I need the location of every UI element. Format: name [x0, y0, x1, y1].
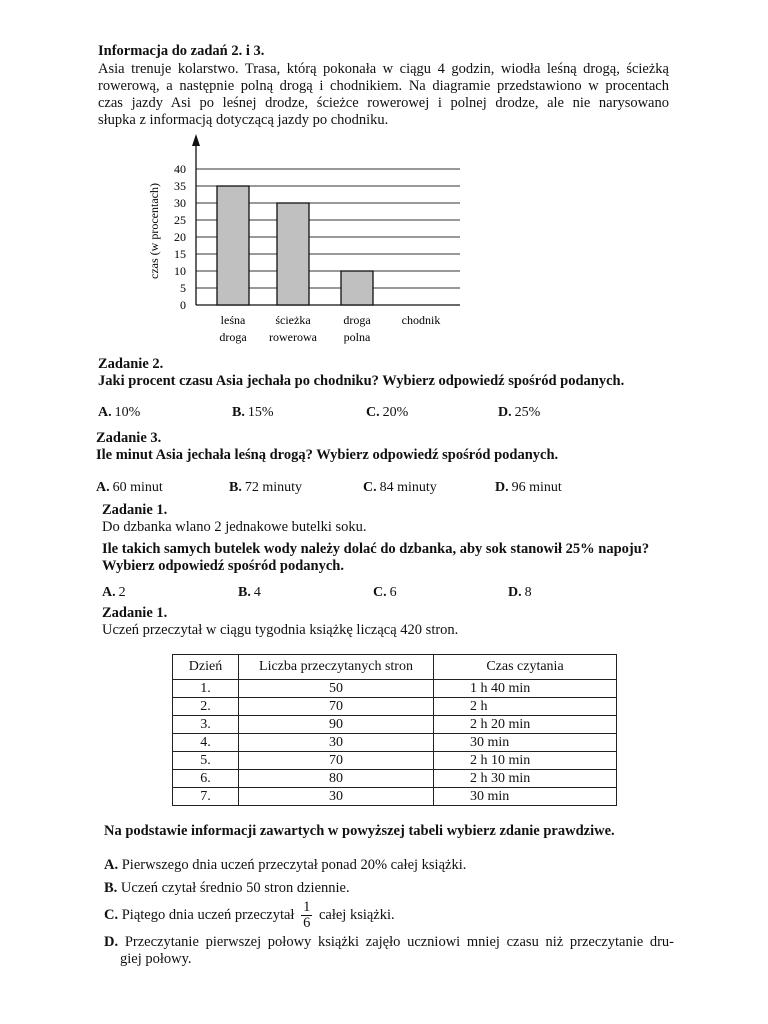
- answer-letter: A.: [102, 585, 116, 600]
- day-cell: 4.: [173, 734, 239, 752]
- y-tick-label: 0: [180, 298, 186, 312]
- answer-text-line2: giej połowy.: [120, 951, 192, 967]
- task1b-answer-c[interactable]: [104, 900, 395, 931]
- answer-letter: B.: [104, 880, 118, 896]
- pages-cell: 30: [239, 734, 434, 752]
- answer-letter: B.: [238, 585, 251, 600]
- table-header-row: [173, 655, 617, 680]
- task1a-answer-d[interactable]: [508, 584, 532, 601]
- task1a-text: Do dzbanka wlano 2 jednakowe butelki soku.: [102, 519, 367, 535]
- x-category-label: leśna: [220, 313, 246, 327]
- pages-cell: 80: [239, 770, 434, 788]
- time-cell: 2 h 20 min: [434, 716, 617, 734]
- day-cell: 7.: [173, 788, 239, 806]
- answer-text: 6: [389, 585, 397, 600]
- answer-letter: C.: [363, 480, 377, 495]
- day-cell: 2.: [173, 698, 239, 716]
- bar: [217, 186, 249, 305]
- task2-answer-b[interactable]: [232, 404, 274, 421]
- answer-text: 8: [524, 585, 532, 600]
- task3-title: Zadanie 3.: [96, 430, 162, 446]
- time-cell: 30 min: [434, 788, 617, 806]
- answer-letter: D.: [508, 585, 522, 600]
- day-cell: 1.: [173, 680, 239, 698]
- pages-cell: 90: [239, 716, 434, 734]
- task2-answer-c[interactable]: [366, 404, 408, 421]
- y-tick-label: 10: [174, 264, 186, 278]
- fraction: [301, 900, 312, 931]
- task1b-answer-d[interactable]: [104, 934, 674, 968]
- bar: [341, 271, 373, 305]
- table-header: Dzień: [173, 655, 239, 680]
- answer-text: 15%: [247, 405, 274, 420]
- answer-letter: B.: [229, 480, 242, 495]
- task3-answer-c[interactable]: [363, 479, 437, 496]
- x-category-label: chodnik: [401, 313, 441, 327]
- y-tick-label: 25: [174, 213, 186, 227]
- answer-text: 25%: [514, 405, 541, 420]
- task1b-answer-a[interactable]: [104, 857, 466, 874]
- answer-text: Uczeń czytał średnio 50 stron dziennie.: [120, 880, 350, 896]
- table-row: [173, 734, 617, 752]
- table-row: [173, 788, 617, 806]
- x-category-label: ścieżka: [275, 313, 311, 327]
- answer-letter: C.: [373, 585, 387, 600]
- task1a-question-2: Wybierz odpowiedź spośród podanych.: [102, 558, 344, 574]
- task2-title: Zadanie 2.: [98, 356, 164, 372]
- y-tick-label: 5: [180, 281, 186, 295]
- table-row: [173, 770, 617, 788]
- y-tick-label: 35: [174, 179, 186, 193]
- table-row: [173, 680, 617, 698]
- day-cell: 3.: [173, 716, 239, 734]
- table-row: [173, 716, 617, 734]
- task3-answer-a[interactable]: [96, 479, 163, 496]
- answer-text: Piątego dnia uczeń przeczytał: [121, 906, 295, 923]
- intro-line-3: czas jazdy Asi po leśnej drodze, ścieżce rowerowej i polnej drodze, ale nie narysowano: [98, 95, 669, 111]
- answer-text-end: całej książki.: [318, 906, 395, 923]
- y-tick-label: 40: [174, 162, 186, 176]
- table-header: Czas czytania: [434, 655, 617, 680]
- task1a-answer-a[interactable]: [102, 584, 126, 601]
- pages-cell: 70: [239, 698, 434, 716]
- task2-answer-a[interactable]: [98, 404, 140, 421]
- time-cell: 30 min: [434, 734, 617, 752]
- x-category-label: rowerowa: [269, 330, 317, 344]
- answer-letter: A.: [104, 857, 119, 873]
- answer-text: 10%: [114, 405, 141, 420]
- task1b-answer-b[interactable]: [104, 880, 350, 897]
- answer-text: Pierwszego dnia uczeń przeczytał ponad 20% całej książki.: [121, 857, 467, 873]
- answer-text: 72 minuty: [244, 480, 303, 495]
- table-header: Liczba przeczytanych stron: [239, 655, 434, 680]
- intro-line-2: rowerową, a następnie polną drogą i chodnikiem. Na diagramie przedstawiono w procentach: [98, 78, 669, 94]
- y-axis-label: czas (w procentach): [147, 183, 161, 279]
- pages-cell: 30: [239, 788, 434, 806]
- bar: [277, 203, 309, 305]
- table-row: [173, 698, 617, 716]
- answer-text: 96 minut: [511, 480, 562, 495]
- day-cell: 6.: [173, 770, 239, 788]
- time-cell: 1 h 40 min: [434, 680, 617, 698]
- x-category-label: droga: [343, 313, 371, 327]
- task1b-question: Na podstawie informacji zawartych w powyższej tabeli wybierz zdanie prawdziwe.: [104, 823, 615, 839]
- answer-text: 4: [253, 585, 261, 600]
- task3-answer-d[interactable]: [495, 479, 562, 496]
- task1a-answer-b[interactable]: [238, 584, 261, 601]
- answer-text: 20%: [382, 405, 409, 420]
- pages-cell: 70: [239, 752, 434, 770]
- answer-text: 60 minut: [112, 480, 163, 495]
- fraction-numerator: 1: [303, 899, 311, 915]
- x-category-label: polna: [343, 330, 371, 344]
- answer-text: 84 minuty: [379, 480, 437, 495]
- task1a-title: Zadanie 1.: [102, 502, 168, 518]
- intro-line-4: słupka z informacją dotyczącą jazdy po chodniku.: [98, 112, 389, 128]
- answer-letter: B.: [232, 405, 245, 420]
- intro-heading: Informacja do zadań 2. i 3.: [98, 43, 265, 59]
- answer-letter: C.: [104, 906, 119, 923]
- answer-letter: A.: [98, 405, 112, 420]
- y-tick-label: 20: [174, 230, 186, 244]
- answer-letter: D.: [495, 480, 509, 495]
- answer-letter: D.: [104, 934, 119, 950]
- task1a-answer-c[interactable]: [373, 584, 397, 601]
- answer-letter: A.: [96, 480, 110, 495]
- task1b-text: Uczeń przeczytał w ciągu tygodnia książkę liczącą 420 stron.: [102, 622, 459, 638]
- answer-text: 2: [118, 585, 126, 600]
- time-cell: 2 h 10 min: [434, 752, 617, 770]
- intro-line-1: Asia trenuje kolarstwo. Trasa, którą pokonała w ciągu 4 godzin, wiodła leśną drogą, ścieżką: [98, 61, 669, 77]
- y-tick-label: 30: [174, 196, 186, 210]
- time-cell: 2 h 30 min: [434, 770, 617, 788]
- task2-answer-d[interactable]: [498, 404, 540, 421]
- answer-letter: D.: [498, 405, 512, 420]
- table-row: [173, 752, 617, 770]
- bar-chart: [0, 0, 768, 360]
- task1b-title: Zadanie 1.: [102, 605, 168, 621]
- pages-cell: 50: [239, 680, 434, 698]
- answer-letter: C.: [366, 405, 380, 420]
- task3-question: Ile minut Asia jechała leśną drogą? Wybierz odpowiedź spośród podanych.: [96, 447, 559, 463]
- time-cell: 2 h: [434, 698, 617, 716]
- y-axis-arrow-icon: [192, 134, 200, 146]
- task3-answer-b[interactable]: [229, 479, 302, 496]
- reading-table: [172, 654, 617, 806]
- day-cell: 5.: [173, 752, 239, 770]
- task1a-question-1: Ile takich samych butelek wody należy dolać do dzbanka, aby sok stanowił 25% napoju?: [102, 541, 650, 557]
- task2-question: Jaki procent czasu Asia jechała po chodniku? Wybierz odpowiedź spośród podanych.: [98, 373, 625, 389]
- fraction-denominator: 6: [303, 915, 311, 931]
- y-tick-label: 15: [174, 247, 186, 261]
- answer-text: Przeczytanie pierwszej połowy książki zajęło uczniowi mniej czasu niż przeczytanie dru-: [124, 934, 675, 950]
- x-category-label: droga: [219, 330, 247, 344]
